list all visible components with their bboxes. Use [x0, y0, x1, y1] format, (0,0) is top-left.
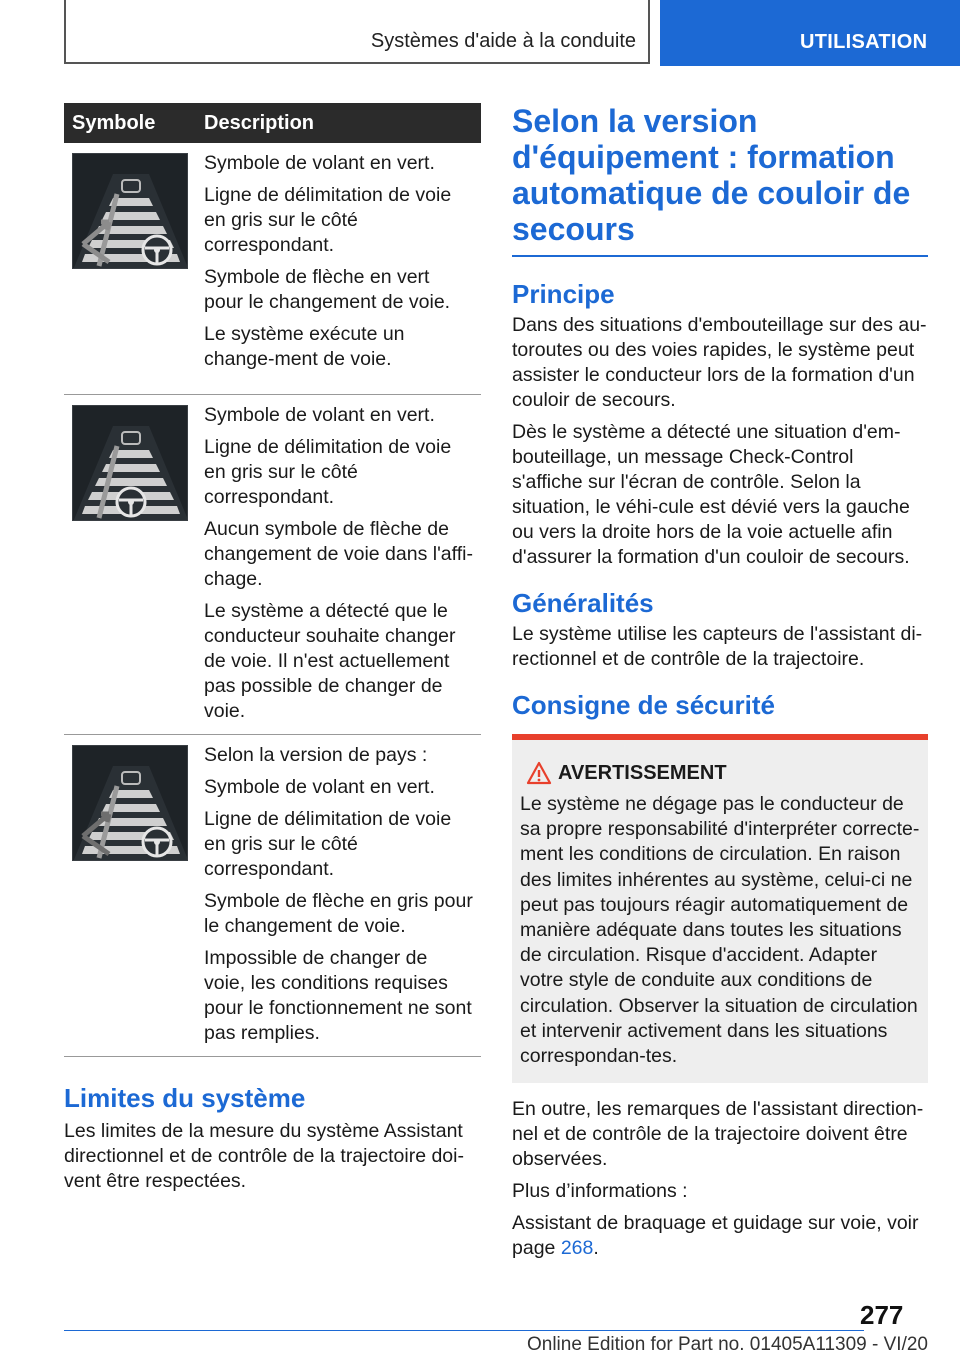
table-row [64, 394, 481, 734]
symbol-cell [64, 734, 196, 1056]
limits-text: Les limites de la mesure du système Assistant directionnel et de contrôle de la trajectoire doi-vent être respectées. [64, 1119, 464, 1192]
general-paragraph: Le système utilise les capteurs de l'assistant di-rectionnel et de contrôle de la trajectoire. [512, 623, 923, 670]
description-line: Le système a détecté que le conducteur souhaite changer de voie. Il n'est actuellement pas possible de changer de voie. [204, 599, 456, 722]
description-line: Symbole de volant en vert. [204, 775, 435, 798]
section-heading: Selon la version d'équipement : formation automatique de couloir de secours [512, 103, 928, 257]
warning-title [520, 760, 920, 786]
symbol-cell [64, 394, 196, 734]
table-row [64, 734, 481, 1056]
description-cell [196, 394, 481, 734]
description-line: Symbole de volant en vert. [204, 152, 435, 174]
col-header-description: Description [196, 103, 481, 143]
header-section-title: Systèmes d'aide à la conduite [370, 30, 636, 52]
description-line: Impossible de changer de voie, les conditions requises pour le fonctionnement ne sont pas remplies. [204, 946, 472, 1044]
description-line: Symbole de volant en vert. [204, 403, 435, 426]
page-header [0, 0, 960, 66]
description-cell [196, 734, 481, 1056]
description-line: Symbole de flèche en gris pour le changement de voie. [204, 889, 473, 937]
col-header-symbol: Symbole [64, 103, 196, 143]
description-line: Selon la version de pays : [204, 743, 428, 766]
description-line: Ligne de délimitation de voie en gris sur le côté correspondant. [204, 435, 452, 508]
description-line: Ligne de délimitation de voie en gris sur le côté correspondant. [204, 807, 452, 880]
page-reference-link[interactable]: 268 [560, 1237, 594, 1260]
safety-heading: Consigne de sécurité [512, 690, 775, 720]
header-tab [660, 0, 960, 66]
footer-divider [64, 1330, 864, 1331]
description-line: Aucun symbole de flèche de changement de voie dans l'affi-chage. [204, 517, 473, 590]
principle-paragraph-1: Dans des situations d'embouteillage sur des au-toroutes ou des voies rapides, le système peut assister le conducteur lors de la formation d'un couloir de secours. [512, 314, 927, 411]
extra-paragraph: En outre, les remarques de l'assistant direction-nel et de contrôle de la trajectoire doivent être observées. [512, 1098, 924, 1171]
left-column [64, 103, 481, 1201]
more-info-label: Plus d’informations : [512, 1180, 688, 1203]
warning-title-text: AVERTISSEMENT [558, 762, 727, 784]
symbol-cell [64, 143, 196, 394]
description-cell [196, 143, 481, 394]
cross-reference-text: Assistant de braquage et guidage sur voie, voir page [512, 1212, 919, 1260]
principle-heading: Principe [512, 279, 615, 309]
description-line: Le système exécute un change-ment de voie. [204, 323, 405, 370]
right-column [512, 103, 928, 1268]
table-row [64, 143, 481, 394]
header-tab-label: UTILISATION [800, 31, 928, 53]
description-line: Ligne de délimitation de voie en gris sur le côté correspondant. [204, 184, 452, 256]
general-heading: Généralités [512, 588, 654, 618]
table-header-row [64, 103, 481, 143]
lane-change-gray-arrow-icon [72, 745, 188, 861]
lane-change-no-arrow-icon [72, 405, 188, 521]
principle-paragraph-2: Dès le système a détecté une situation d'em-bouteillage, un message Check-Control s'affiche sur l'écran de contrôle. Selon la situation, le véhi-cule est dévié vers la gauche ou vers la droite hors de la voie actuelle afin d'assurer la formation d'un couloir de secours. [512, 421, 910, 568]
page-number: 277 [860, 1300, 904, 1330]
description-line: Symbole de flèche en vert pour le changement de voie. [204, 266, 451, 313]
cross-reference [512, 1211, 928, 1261]
warning-box [512, 734, 928, 1083]
limits-heading: Limites du système [64, 1082, 306, 1113]
lane-change-green-arrow-icon [72, 153, 188, 269]
footer-text: Online Edition for Part no. 01405A11309 - VI/20 [526, 1334, 928, 1355]
warning-triangle-icon [526, 761, 552, 785]
symbol-table [64, 103, 481, 1057]
cross-reference-end: . [593, 1237, 599, 1260]
warning-text: Le système ne dégage pas le conducteur de sa propre responsabilité d'interpréter correcte-ment les conditions de circulation. En raison des limites inhérentes au système, celui-ci ne peut pas toujours réagir automatiquement de manière adéquate dans toutes les situations de circulation. Risque d'accident. Adapter votre style de conduite aux conditions de circulation. Observer la situation de circulation et intervenir activement dans les situations correspondan-tes. [520, 793, 920, 1068]
